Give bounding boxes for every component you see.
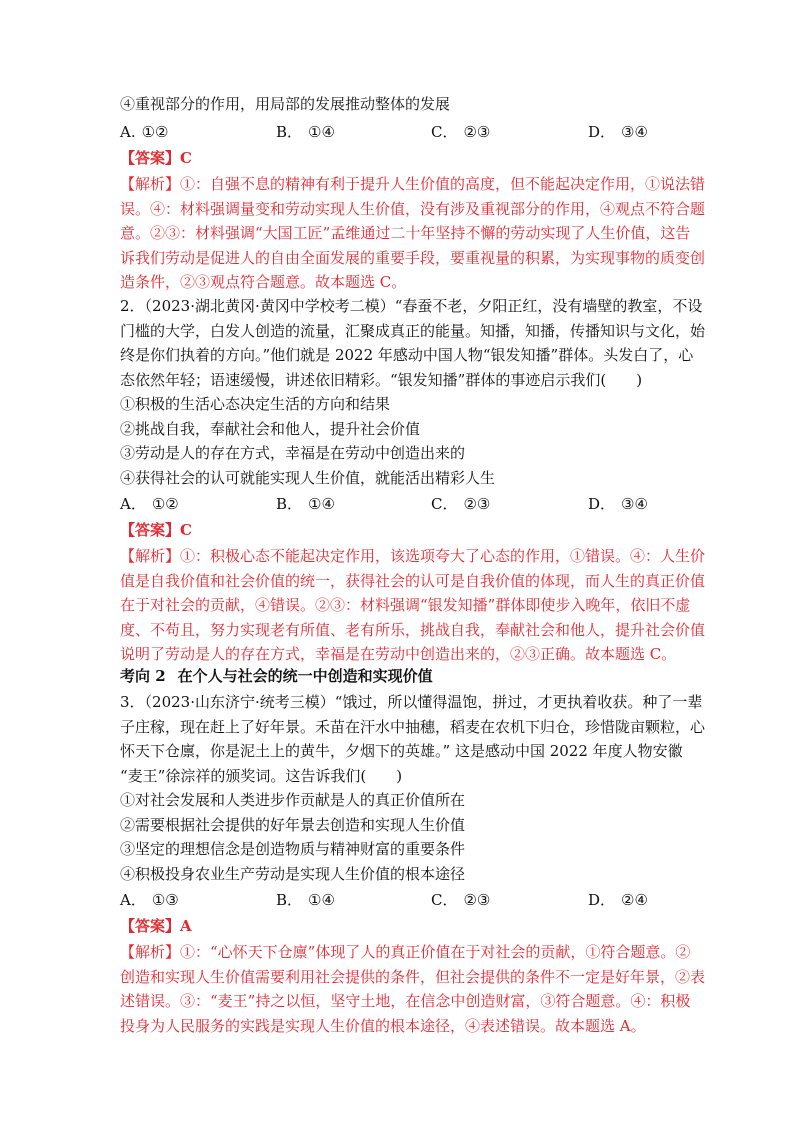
choice-item: ④积极投身农业生产劳动是实现人生价值的根本途径 bbox=[120, 864, 466, 883]
analysis-line: 投身为人民服务的实践是实现人生价值的根本途径，④表述错误。故本题选 A。 bbox=[120, 1016, 646, 1035]
stem-line: 子庄稼，现在赶上了好年景。禾苗在汗水中抽穗，稻麦在农机下归仓，珍惜陇亩颗粒，心 bbox=[120, 717, 706, 736]
choice-item: ④获得社会的认可就能实现人生价值，就能活出精彩人生 bbox=[120, 468, 496, 487]
answer-tag: 【答案】 bbox=[120, 521, 181, 539]
q2-option-a: A． ①② bbox=[120, 495, 179, 513]
stem-line: 3．（2023·山东济宁·统考三模）“饿过，所以懂得温饱，拼过，才更执着收获。种了一辈 bbox=[120, 693, 703, 711]
choice-item: ①积极的生活心态决定生活的方向和结果 bbox=[120, 395, 391, 413]
answer-tag: 【答案】 bbox=[120, 917, 181, 935]
choice-item: ③劳动是人的存在方式，幸福是在劳动中创造出来的 bbox=[120, 444, 466, 462]
choice-item: ②挑战自我，奉献社会和他人，提升社会价值 bbox=[120, 419, 421, 438]
stem-line: 怀天下仓廪，你是泥土上的黄牛，夕烟下的英雄。” 这是感动中国 2022 年度人物安徽 bbox=[120, 742, 683, 760]
choice-item: ②需要根据社会提供的好年景去创造和实现人生价值 bbox=[120, 815, 466, 834]
analysis-line: 【解析】①：“心怀天下仓廪”体现了人的真正价值在于对社会的贡献，①符合题意。② bbox=[120, 943, 691, 961]
q3-option-d: D． ②④ bbox=[588, 891, 648, 909]
analysis-line: 【解析】①：自强不息的精神有利于提升人生价值的高度，但不能起决定作用，①说法错 bbox=[120, 175, 706, 193]
answer-tag: 【答案】 bbox=[120, 149, 181, 167]
answer-value: C bbox=[180, 521, 192, 539]
stem-line: 2．（2023·湖北黄冈·黄冈中学校考二模）“春蚕不老，夕阳正红，没有墙壁的教室，不设 bbox=[120, 297, 703, 315]
q2-option-b: B． ①④ bbox=[276, 495, 335, 513]
q1-option-a: A. ①② bbox=[120, 123, 169, 141]
analysis-line: 在于对社会的贡献，④错误。②③：材料强调“银发知播”群体即使步入晚年，依旧不虚 bbox=[120, 596, 691, 614]
choice-item: ③坚定的理想信念是创造物质与精神财富的重要条件 bbox=[120, 840, 466, 858]
section-title: 在个人与社会的统一中创造和实现价值 bbox=[177, 667, 433, 685]
analysis-line: 创造和实现人生价值需要利用社会提供的条件，但社会提供的条件不一定是好年景，②表 bbox=[120, 967, 706, 986]
q2-answer bbox=[120, 520, 192, 540]
q1-option-d: D． ③④ bbox=[588, 123, 648, 141]
q2-option-d: D． ③④ bbox=[588, 495, 648, 513]
stem-line: 态依然年轻；语速缓慢，讲述依旧精彩。“银发知播”群体的事迹启示我们( ) bbox=[120, 370, 643, 389]
q2-items bbox=[120, 392, 680, 490]
analysis-line: 意。②③：材料强调“大国工匠”孟维通过二十年坚持不懈的劳动实现了人生价值，这告 bbox=[120, 224, 691, 242]
q3-option-b: B． ①④ bbox=[276, 891, 335, 909]
answer-value: C bbox=[180, 149, 192, 167]
stem-line: “麦王”徐淙祥的颁奖词。这告诉我们( ) bbox=[120, 766, 403, 785]
analysis-line: 述错误。③：“麦王”持之以恒，坚守土地，在信念中创造财富，③符合题意。④：积极 bbox=[120, 992, 691, 1010]
q2-stem bbox=[120, 294, 706, 392]
q1-option-b: B． ①④ bbox=[276, 123, 335, 141]
q1-analysis bbox=[120, 172, 706, 295]
q1-answer bbox=[120, 148, 192, 168]
choice-item: ①对社会发展和人类进步作贡献是人的真正价值所在 bbox=[120, 791, 466, 809]
q1-option-c: C． ②③ bbox=[431, 123, 491, 141]
answer-value: A bbox=[180, 917, 192, 935]
q3-options bbox=[120, 890, 680, 910]
q2-analysis bbox=[120, 544, 706, 667]
q3-answer bbox=[120, 916, 192, 936]
q3-option-a: A． ①③ bbox=[120, 891, 179, 909]
q2-options bbox=[120, 494, 680, 514]
q3-items bbox=[120, 788, 680, 886]
q1-options bbox=[120, 122, 680, 142]
analysis-line: 【解析】①：积极心态不能起决定作用，该选项夸大了心态的作用，①错误。④：人生价 bbox=[120, 547, 706, 565]
q3-option-c: C． ②③ bbox=[431, 891, 491, 909]
q2-option-c: C． ②③ bbox=[431, 495, 491, 513]
stem-line: 终是你们执着的方向。”他们就是 2022 年感动中国人物“银发知播”群体。头发白了，心 bbox=[120, 346, 694, 364]
analysis-line: 说明了劳动是人的存在方式，幸福是在劳动中创造出来的，②③正确。故本题选 C。 bbox=[120, 645, 677, 663]
analysis-line: 值是自我价值和社会价值的统一，获得社会的认可是自我价值的体现，而人生的真正价值 bbox=[120, 571, 706, 590]
q1-item-4: ④重视部分的作用，用局部的发展推动整体的发展 bbox=[120, 95, 451, 113]
section-label: 考向 2 bbox=[120, 667, 166, 685]
analysis-line: 诉我们劳动是促进人的自由全面发展的重要手段，要重视量的积累，为实现事物的质变创 bbox=[120, 248, 706, 267]
stem-line: 门槛的大学，白发人创造的流量，汇聚成真正的能量。知播，知播，传播知识与文化，始 bbox=[120, 321, 706, 340]
q3-analysis bbox=[120, 940, 706, 1038]
analysis-line: 度、不苟且，努力实现老有所值、老有所乐，挑战自我，奉献社会和他人，提升社会价值 bbox=[120, 620, 706, 639]
analysis-line: 误。④：材料强调量变和劳动实现人生价值，没有涉及重视部分的作用，④观点不符合题 bbox=[120, 199, 706, 218]
q3-stem bbox=[120, 690, 706, 788]
section-heading bbox=[120, 666, 433, 686]
analysis-line: 造条件，②③观点符合题意。故本题选 C。 bbox=[120, 273, 407, 291]
